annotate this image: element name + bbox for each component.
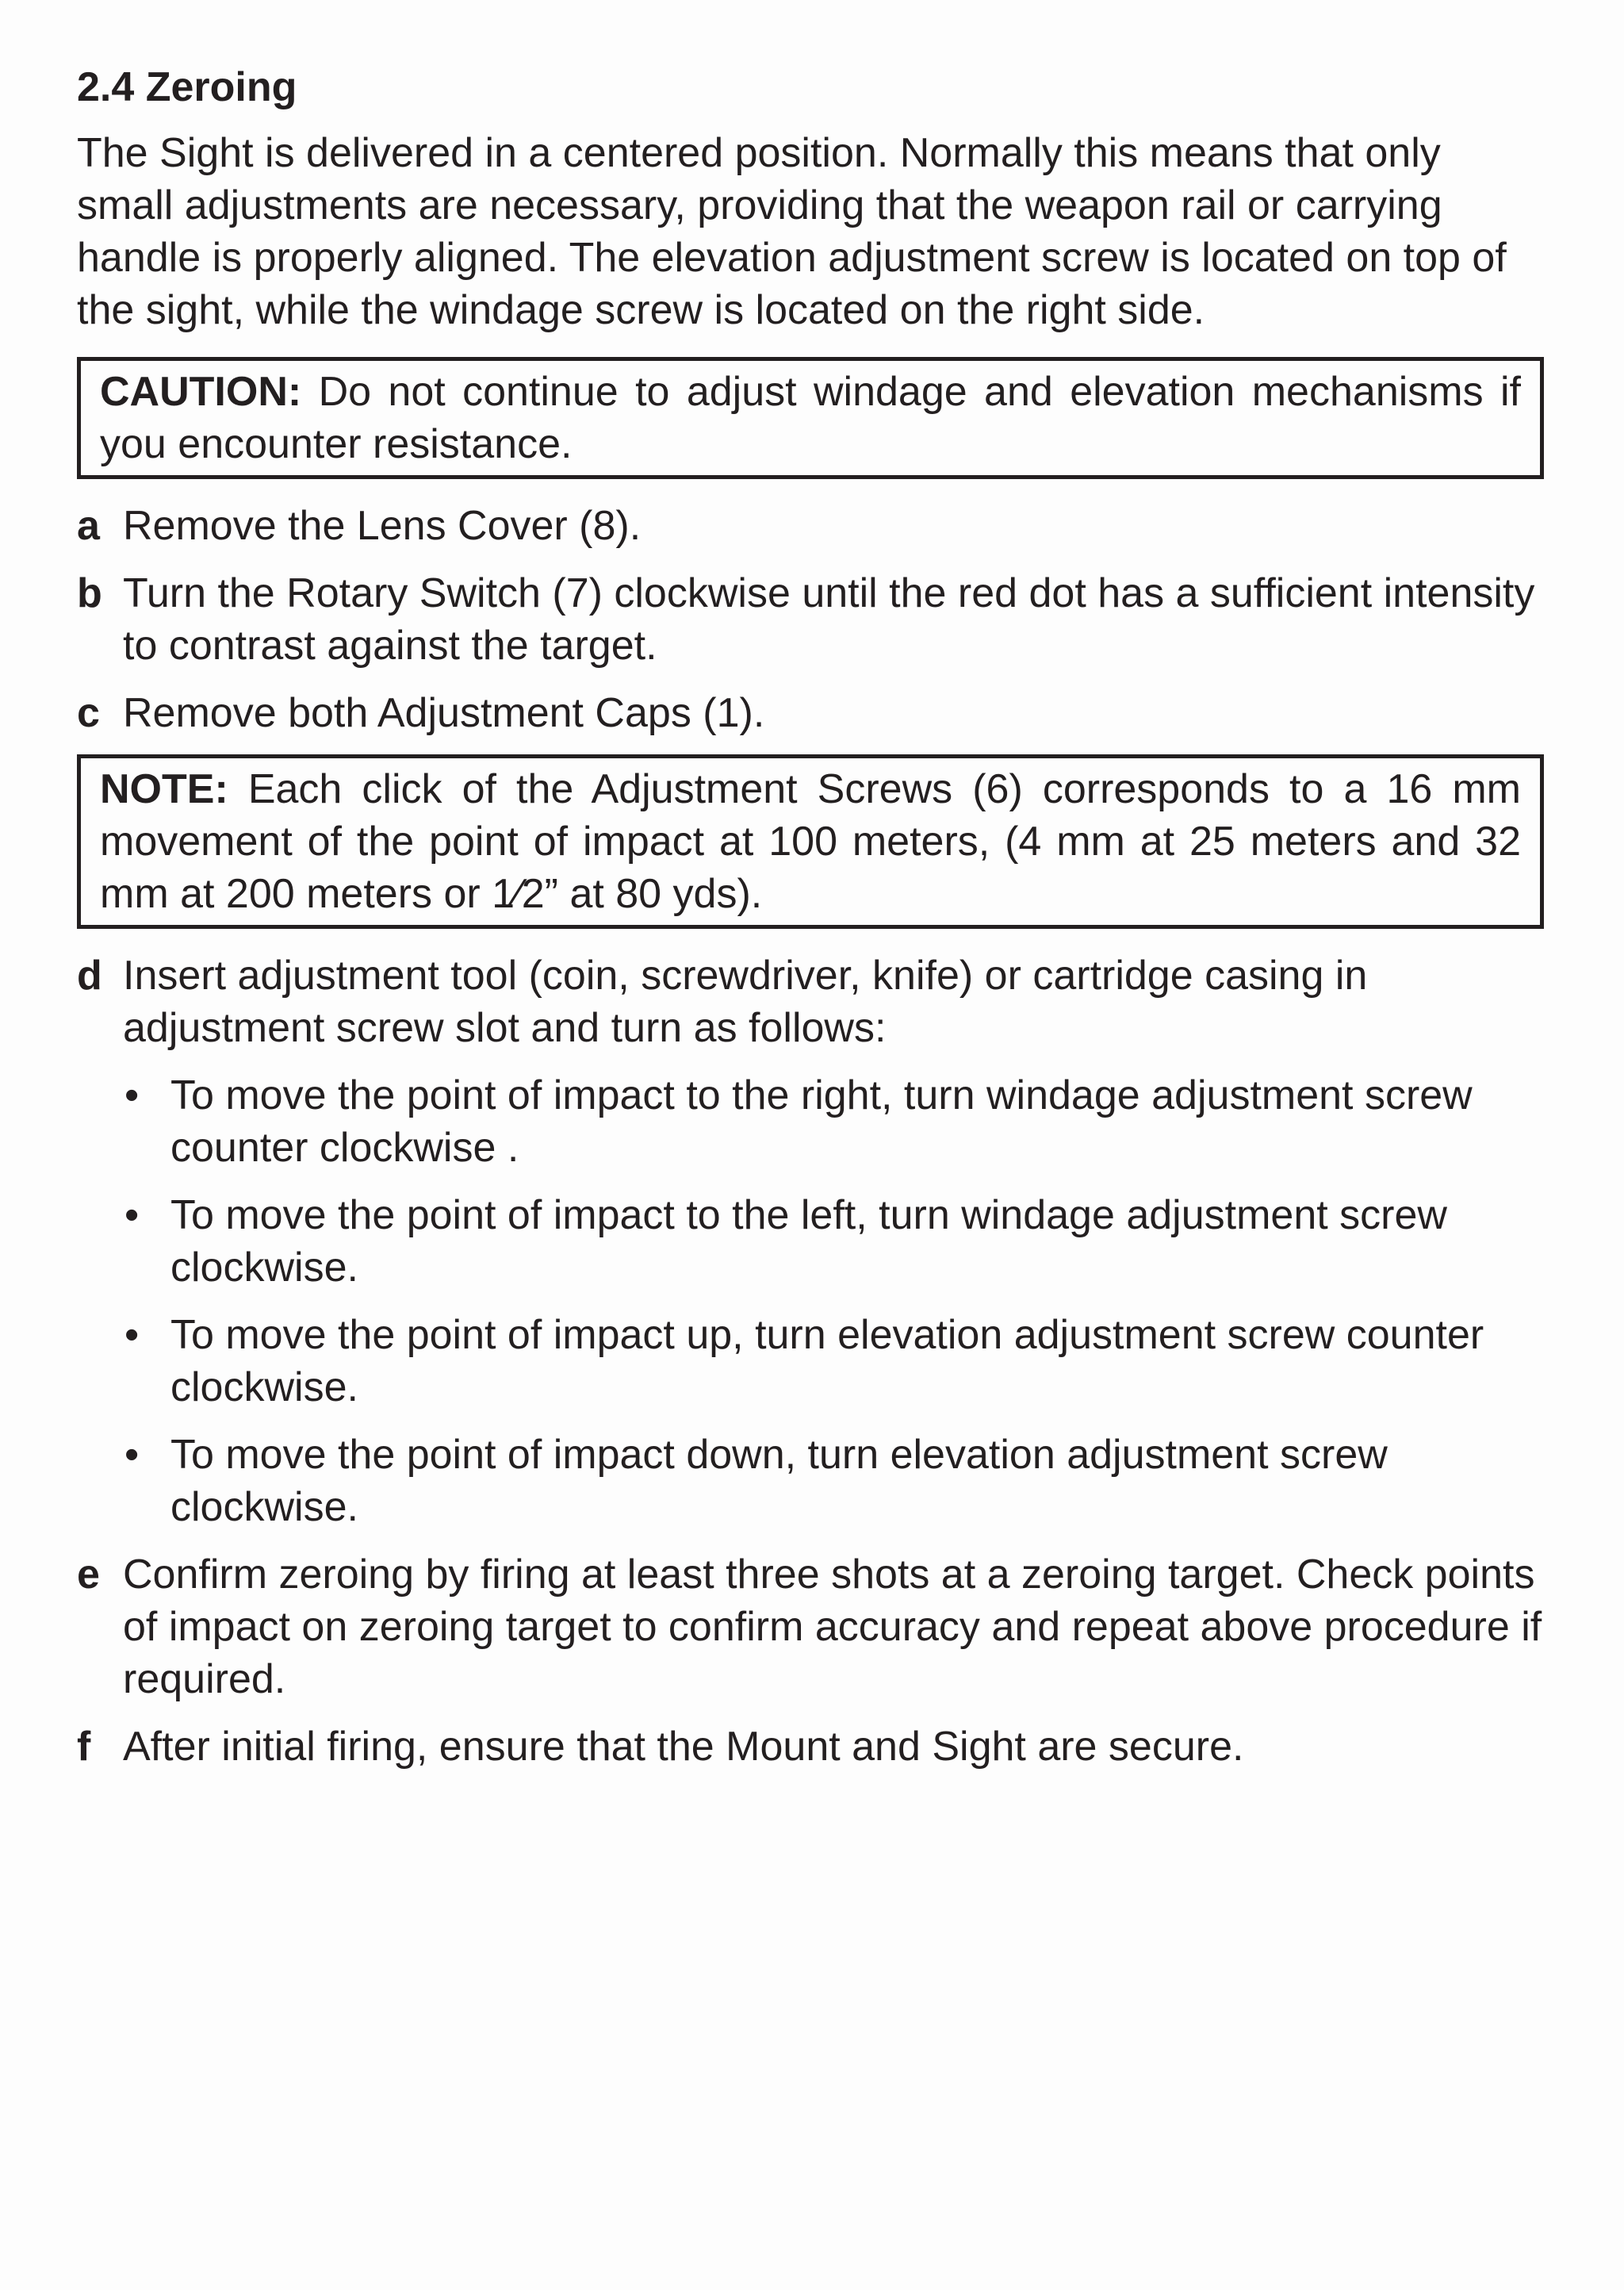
step-text: Confirm zeroing by firing at least three shots at a zeroing target. Check points of impact on zeroing target to confirm accuracy and repeat above procedure if required. [123, 1552, 1542, 1702]
bullet-icon: • [124, 1432, 140, 1478]
list-item [123, 1189, 1544, 1294]
step-c [77, 687, 1544, 739]
step-e [77, 1548, 1544, 1705]
step-letter: a [77, 503, 100, 549]
step-b [77, 567, 1544, 672]
step-d [77, 949, 1544, 1054]
list-item [123, 1309, 1544, 1414]
caution-box [77, 357, 1544, 479]
step-f [77, 1720, 1544, 1773]
document-page [77, 63, 1544, 1788]
step-letter: e [77, 1552, 100, 1598]
step-text: After initial firing, ensure that the Mount and Sight are secure. [123, 1724, 1244, 1770]
note-label: NOTE: [100, 766, 228, 812]
step-letter: c [77, 690, 100, 736]
bullet-icon: • [124, 1312, 140, 1358]
note-box [77, 754, 1544, 929]
step-text: Turn the Rotary Switch (7) clockwise until the red dot has a sufficient intensity to contrast against the target. [123, 570, 1535, 669]
caution-text: Do not continue to adjust windage and elevation mechanisms if you encounter resistance. [100, 369, 1521, 467]
bullet-icon: • [124, 1192, 140, 1238]
caution-label: CAUTION: [100, 369, 302, 415]
adjustment-bullet-list [123, 1069, 1544, 1533]
step-letter: d [77, 953, 102, 999]
list-item [123, 1429, 1544, 1533]
bullet-text: To move the point of impact to the left, turn windage adjustment screw clockwise. [170, 1192, 1447, 1291]
bullet-icon: • [124, 1072, 140, 1118]
list-item [123, 1069, 1544, 1174]
section-heading: 2.4 Zeroing [77, 64, 297, 110]
note-text: Each click of the Adjustment Screws (6) corresponds to a 16 mm movement of the point of impact at 100 meters, (4 mm at 25 meters and 32 mm at 200 meters or 1⁄2” at 80 yds). [100, 766, 1521, 917]
step-text: Remove the Lens Cover (8). [123, 503, 642, 549]
bullet-text: To move the point of impact up, turn elevation adjustment screw counter clockwise. [170, 1312, 1484, 1410]
step-letter: b [77, 570, 102, 616]
bullet-text: To move the point of impact down, turn elevation adjustment screw clockwise. [170, 1432, 1388, 1530]
step-text: Insert adjustment tool (coin, screwdriver, knife) or cartridge casing in adjustment screw slot and turn as follows: [123, 953, 1368, 1051]
step-text: Remove both Adjustment Caps (1). [123, 690, 765, 736]
step-a [77, 500, 1544, 552]
step-letter: f [77, 1724, 91, 1770]
bullet-text: To move the point of impact to the right, turn windage adjustment screw counter clockwise . [170, 1072, 1473, 1171]
intro-paragraph: The Sight is delivered in a centered position. Normally this means that only small adjustments are necessary, providing that the weapon rail or carrying handle is properly aligned. The elevation adjustment screw is located on top of the sight, while the windage screw is located on the right side. [77, 130, 1507, 333]
